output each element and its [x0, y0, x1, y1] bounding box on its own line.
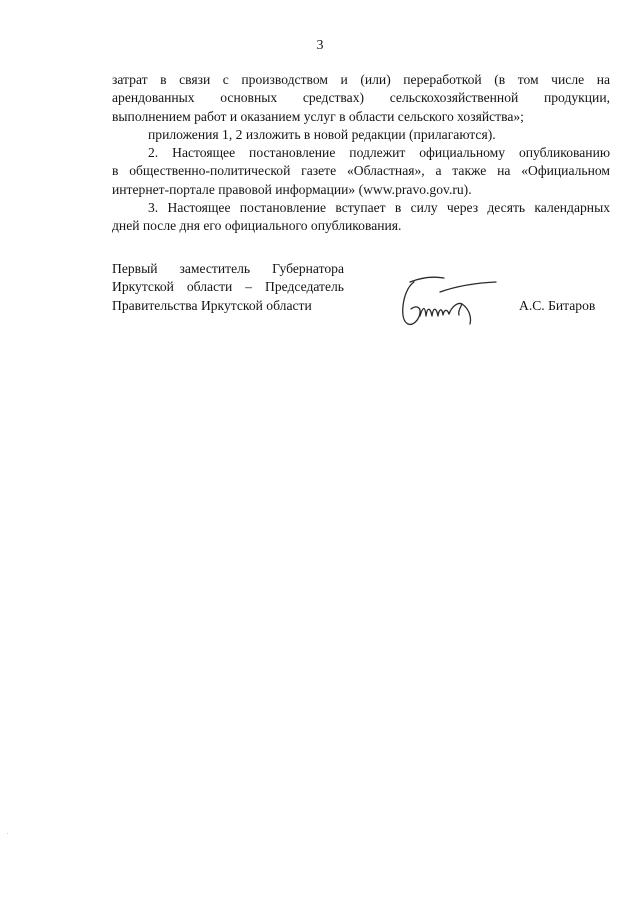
body-line: 2. Настоящее постановление подлежит официальному опубликованию	[148, 145, 610, 161]
body-line: интернет-портале правовой информации» (www.pravo.gov.ru).	[112, 181, 472, 197]
body-line: 3. Настоящее постановление вступает в силу через десять календарных	[148, 200, 610, 216]
body-line: дней после дня его официального опубликования.	[112, 218, 402, 234]
document-body	[112, 71, 610, 236]
position-line: Правительства Иркутской области	[112, 297, 312, 313]
position-line: Первый заместитель Губернатора	[112, 261, 344, 276]
body-line: выполнением работ и оказанием услуг в области сельского хозяйства»;	[112, 108, 524, 124]
body-line: затрат в связи с производством и (или) переработкой (в том числе на	[112, 72, 610, 87]
position-line: Иркутской области – Председатель	[112, 279, 344, 295]
body-line: в общественно-политической газете «Областная», а также на «Официальном	[112, 163, 610, 179]
body-line: арендованных основных средствах) сельскохозяйственной продукции,	[112, 90, 610, 106]
scan-speck	[7, 833, 8, 834]
signatory-name: А.С. Битаров	[519, 298, 596, 313]
page-number: 3	[316, 38, 324, 53]
handwritten-signature	[392, 272, 512, 336]
signatory-position	[112, 260, 344, 315]
body-line: приложения 1, 2 изложить в новой редакции (прилагаются).	[148, 126, 496, 142]
